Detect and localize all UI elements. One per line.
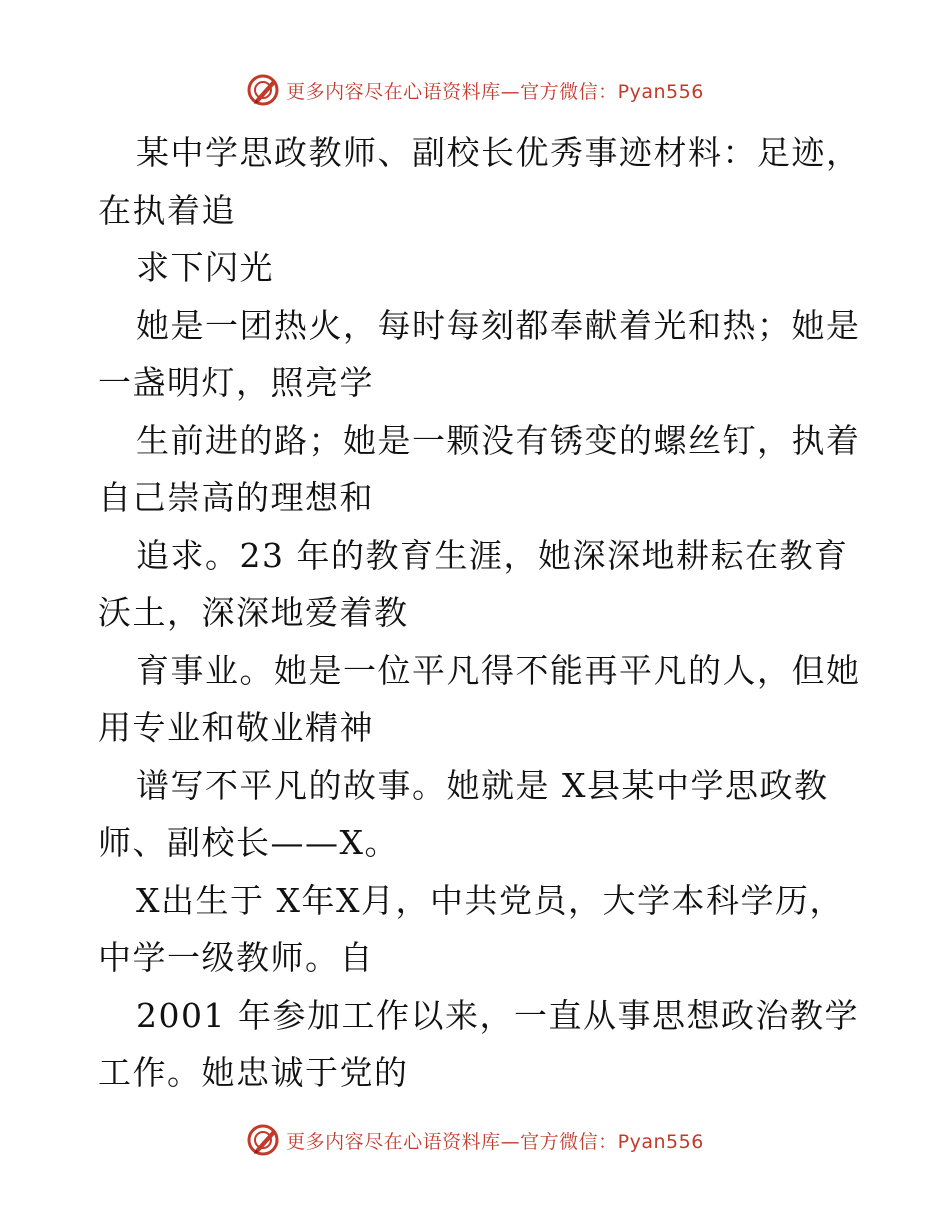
paragraph-line: 育事业。她是一位平凡得不能再平凡的人，但她 [136,650,861,690]
paragraph-line: 2001 年参加工作以来，一直从事思想政治教学 [136,995,859,1035]
paragraph-line: X出生于 X年X月，中共党员，大学本科学历， [136,880,844,920]
paragraph-line: 谱写不平凡的故事。她就是 X县某中学思政教 [136,765,829,805]
watermark-text: 更多内容尽在心语资料库—官方微信：Pyan556 [286,1130,704,1153]
paragraph-line: 沃土，深深地爱着教 [98,593,409,632]
title-line: 在执着追 [98,190,236,230]
paragraph-line: 用专业和敬业精神 [98,708,374,747]
paragraph-line: 师、副校长——X。 [98,823,399,862]
document-body [98,124,861,1102]
paragraph-line: 自己崇高的理想和 [98,478,374,517]
watermark-text: 更多内容尽在心语资料库—官方微信：Pyan556 [286,80,704,103]
paragraph-line: 中学一级教师。自 [98,938,374,977]
footer-watermark [0,1120,950,1160]
paragraph-line: 生前进的路；她是一颗没有锈变的螺丝钉，执着 [136,420,861,460]
paragraph-line: 工作。她忠诚于党的 [98,1053,409,1092]
header-watermark [0,70,950,110]
paragraph-line: 一盏明灯，照亮学 [98,363,374,402]
paragraph-line: 追求。23 年的教育生涯，她深深地耕耘在教育 [136,535,849,575]
pen-circle-logo-icon [246,1123,280,1157]
title-line: 求下闪光 [136,248,274,287]
pen-circle-logo-icon [246,73,280,107]
paragraph-line: 她是一团热火，每时每刻都奉献着光和热；她是 [136,305,861,345]
title-line: 某中学思政教师、副校长优秀事迹材料：足迹， [136,133,861,172]
